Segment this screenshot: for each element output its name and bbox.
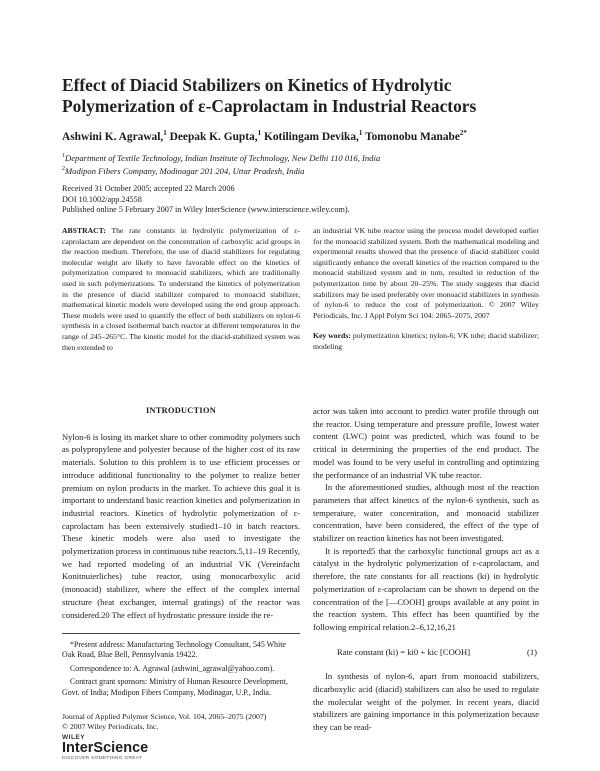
journal-copyright: © 2007 Wiley Periodicals, Inc. <box>62 722 159 731</box>
article-title <box>62 75 542 117</box>
author-name: Deepak K. Gupta, <box>169 130 258 143</box>
doi: DOI 10.1002/app.24558 <box>62 194 142 204</box>
author-affiliation-mark: 1 <box>163 129 167 137</box>
footnote-present-address: *Present address: Manufacturing Technology Consultant, 545 White Oak Road, Blue Bell, Pennsylvania 19422. <box>62 640 286 660</box>
intro-paragraph-4: In synthesis of nylon-6, apart from monoacid stabilizers, dicarboxylic acid (diacid) stabilizers can also be used to regulate the molecular weight of the polymer. In recent years, diacid stabilizers are gaining importance in this polymerization because they can be read- <box>313 671 539 733</box>
title-line-2: Polymerization of ε-Caprolactam in Industrial Reactors <box>62 96 477 116</box>
abstract-text-part1: The rate constants in hydrolytic polymerization of ε-caprolactam are dependent on the concentration of carboxylic acid groups in the reaction medium. Therefore, the use of diacid stabilizers for regulating molecular weight are likely to have favorable effect on the kinetics of polymerization compared to monoacid stabilizers, which are traditionally used in such polymerizations. To understand the kinetics of polymerization in the presence of diacid stabilizer compared to monoacid stabilizer, mathematical kinetic models were developed using the end group approach. These models were used to quantify the effect of both stabilizers on nylon-6 synthesis in a closed isothermal batch reactor at different temperatures in the range of 245–265°C. The kinetic model for the diacid-stabilized system was then extended to <box>62 226 300 352</box>
abstract-right <box>313 226 539 353</box>
logo-tagline: DISCOVER SOMETHING GREAT <box>62 756 143 761</box>
equation-text: Rate constant (ki) = ki0 + kic [COOH] <box>337 646 471 657</box>
section-heading-introduction: INTRODUCTION <box>146 406 216 415</box>
body-column-left <box>62 405 300 621</box>
author-affiliation-mark: 1 <box>358 129 363 137</box>
author-name: Ashwini K. Agrawal, <box>62 130 164 143</box>
logo-publisher: WILEY <box>62 734 86 741</box>
logo-brand: InterScience <box>62 740 149 756</box>
footnotes <box>62 633 300 701</box>
author-list <box>62 129 562 143</box>
abstract-text-part2: an industrial VK tube reactor using the process model developed earlier for the monoacid stabilized system. Both the mathematical modeling and experimental results showed that the presence of diacid stabilizer could significantly enhance the overall kinetics of the reaction compared to the monoacid stabilized system and in turn, resulted in reduction of the polymerization time by about 20–25%. The study suggests that diacid stabilizers may be used preferably over monoacid stabilizers in synthesis of nylon-6 to reduce the cost of polymerization. © 2007 Wiley Periodicals, Inc. J Appl Polym Sci 104: 2065–2075, 2007 <box>313 226 539 320</box>
affiliation-line <box>62 164 380 177</box>
equation-number: (1) <box>526 646 537 657</box>
author-name: Tomonobu Manabe <box>365 130 460 143</box>
intro-paragraph-3: It is reported5 that the carboxylic functional groups act as a catalyst in the hydrolytic polymerization of ε-caprolactam, and therefore, the rate constants for all reactions (ki) in hydrolytic polymerization of ε-caprolactam can be shown to depend on the concentration of the [—COOH] groups available at any point in the reaction system. This effect has been quantified by the following empirical relation.2–6,12,16,21 <box>313 545 539 632</box>
body-column-right <box>313 405 539 734</box>
journal-citation-block <box>62 712 266 732</box>
keywords-text: polymerization kinetics; nylon-6; VK tube; diacid stabilizer; modeling <box>313 331 540 351</box>
footnote-correspondence: Correspondence to: A. Agrawal (ashwini_agrawal@yahoo.com). <box>70 663 275 673</box>
affiliation-mark: 2 <box>62 165 65 172</box>
intro-paragraph-1: Nylon-6 is losing its market share to other commodity polymers such as polypropylene and polyester because of the higher cost of its raw materials. Solution to this problem is to use efficient processes or introduce additional functionality to the polymer to realize better premium on nylon products in the market. To achieve this goal it is important to understand basic reaction kinetics and polymerization in industrial reactors. Kinetics of hydrolytic polymerization of ε-caprolactam has been extensively studied1–10 in batch reactors. These kinetic models were also used to investigate the polymerization process in continuous tube reactors.5,11–19 Recently, we had reported modeling of an industrial VK (Vereinfacht Konitnuierliches) tube reactor, using monocarboxylic acid (monoacid) stabilizer, where the effect of the complex internal structure (heat exchanger, internal gratings) of the reactor was considered.20 The effect of hydrostatic pressure inside the re- <box>62 431 300 620</box>
received-date: Received 31 October 2005; accepted 22 March 2006 <box>62 184 235 193</box>
affiliation-text: Department of Textile Technology, Indian Institute of Technology, New Delhi 110 016, India <box>65 152 381 163</box>
author-affiliation-mark: 2* <box>459 129 467 137</box>
title-line-1: Effect of Diacid Stabilizers on Kinetics of Hydrolytic <box>62 75 452 95</box>
intro-paragraph-2: In the aforementioned studies, although most of the reaction parameters that affect kinetics of the nylon-6 synthesis, such as temperature, water concentration, and monoacid stabilizer concentration, have been considered, the effect of the type of stabilizer on reaction kinetics has not been investigated. <box>313 482 539 544</box>
keywords <box>313 331 539 352</box>
affiliations <box>62 151 380 177</box>
journal-citation: Journal of Applied Polymer Science, Vol. 104, 2065–2075 (2007) <box>62 712 267 721</box>
intro-paragraph-continued: actor was taken into account to predict water profile through out the reactor. Using temperature and pressure profile, lowest water content (LWC) point was predicted, which was found to be critical in determining the properties of the end product. The model was found to be very useful in controlling and optimizing the performance of an industrial VK tube reactor. <box>313 406 539 480</box>
abstract-left <box>62 226 300 353</box>
wiley-interscience-logo <box>62 734 174 761</box>
published-online: Published online 5 February 2007 in Wiley InterScience (www.interscience.wiley.com). <box>62 205 350 214</box>
author-affiliation-mark: 1 <box>257 129 262 137</box>
abstract-label: ABSTRACT: <box>62 226 106 235</box>
affiliation-text: Modipon Fibers Company, Modinagar 201 204, Uttar Pradesh, India <box>65 165 305 176</box>
author-name: Kotilingam Devika, <box>263 130 359 143</box>
affiliation-mark: 1 <box>62 153 65 159</box>
affiliation-line <box>62 151 380 164</box>
keywords-label: Key words: <box>313 331 351 341</box>
equation-1 <box>337 646 539 659</box>
footnote-grant: Contract grant sponsors: Ministry of Human Resource Development, Govt. of India; Modipon Fibers Company, Modinagar, U.P., India. <box>62 677 288 697</box>
publication-dates <box>62 184 350 216</box>
